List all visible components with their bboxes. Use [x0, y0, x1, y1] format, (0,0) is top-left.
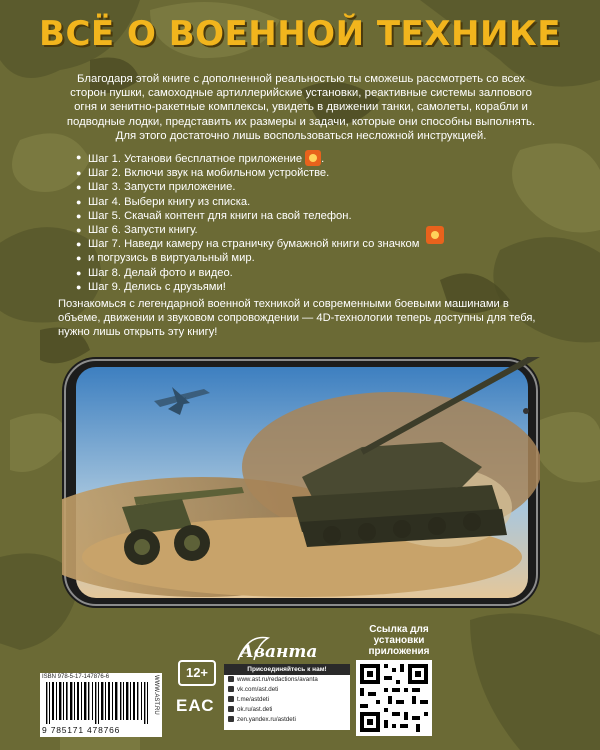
eac-certification-mark: ЕАС [176, 696, 215, 715]
website-vertical: WWW.AST.RU [153, 675, 159, 715]
step-text: Шаг 6. Запусти книгу. [88, 224, 198, 237]
isbn-label: ISBN 978-5-17-147876-6 [42, 674, 110, 680]
step-item [76, 209, 496, 223]
telegram-icon [228, 696, 234, 702]
isbn-barcode-block [40, 673, 162, 737]
step-item [76, 266, 496, 280]
zen-icon [228, 716, 234, 722]
step-continuation [76, 251, 496, 265]
qr-label: Ссылка для установки приложения [368, 624, 430, 657]
globe-icon [228, 676, 234, 682]
step-text: Шаг 4. Выбери книгу из списка. [88, 195, 251, 208]
intro-paragraph: Благодаря этой книге с дополненной реальностью ты сможешь рассмотреть со всех сторон пушки, самоходные артиллерийские установки, реактивные системы залпового огня и зенитно-ракетные комплексы, увидеть в движении танки, самолеты, корабли и подводные лодки, представить их размеры и задачи, которые они способны выполнять. Для этого достаточно лишь воспользоваться несложной инструкцией. [66, 73, 536, 142]
step-text: Шаг 2. Включи звук на мобильном устройстве. [88, 167, 330, 180]
ok-icon [228, 706, 234, 712]
publisher-name: Аванта [240, 642, 318, 662]
step-text: Шаг 8. Делай фото и видео. [88, 266, 233, 279]
step-item [76, 195, 496, 209]
promo-paragraph: Познакомься с легендарной военной техникой и современными боевыми машинами в объеме, движении и звуковом сопровождении — 4D-технологии теперь доступны для тебя, нужно лишь открыть эту книгу! [58, 298, 536, 339]
step-text: Шаг 5. Скачай контент для книги на свой телефон. [88, 209, 352, 222]
social-link[interactable]: t.me/astdeti [224, 695, 350, 705]
page-title: ВСЁ О ВОЕННОЙ ТЕХНИКЕ [39, 14, 561, 54]
step-text: Шаг 7. Наведи камеру на страничку бумажной книги со значком [88, 238, 420, 251]
social-header: Присоединяйтесь к нам! [224, 664, 350, 675]
social-link[interactable]: www.ast.ru/redactions/avanta [224, 675, 350, 685]
age-rating-badge: 12+ [178, 660, 216, 686]
social-link[interactable]: zen.yandex.ru/astdeti [224, 715, 350, 725]
qr-code[interactable] [356, 660, 432, 736]
social-link[interactable]: vk.com/ast.deti [224, 685, 350, 695]
step-text: и погрузись в виртуальный мир. [88, 252, 255, 265]
barcode [46, 682, 158, 724]
step-text: Шаг 9. Делись с друзьями! [88, 280, 226, 293]
phone-illustration [62, 357, 540, 608]
ar-app-icon [305, 150, 321, 166]
step-item: ● Шаг 1. Установи бесплатное приложение . [76, 150, 496, 166]
step-item [76, 180, 496, 194]
instruction-steps [76, 150, 496, 294]
step-item [76, 166, 496, 180]
step-text: Шаг 3. Запусти приложение. [88, 181, 236, 194]
vk-icon [228, 686, 234, 692]
step-text: Шаг 1. Установи бесплатное приложение [88, 153, 303, 165]
ar-marker-icon [426, 226, 444, 244]
social-link[interactable]: ok.ru/ast.deti [224, 705, 350, 715]
isbn-digits: 9 785171 478766 [42, 725, 121, 735]
step-item [76, 280, 496, 294]
social-links-box [224, 664, 350, 730]
